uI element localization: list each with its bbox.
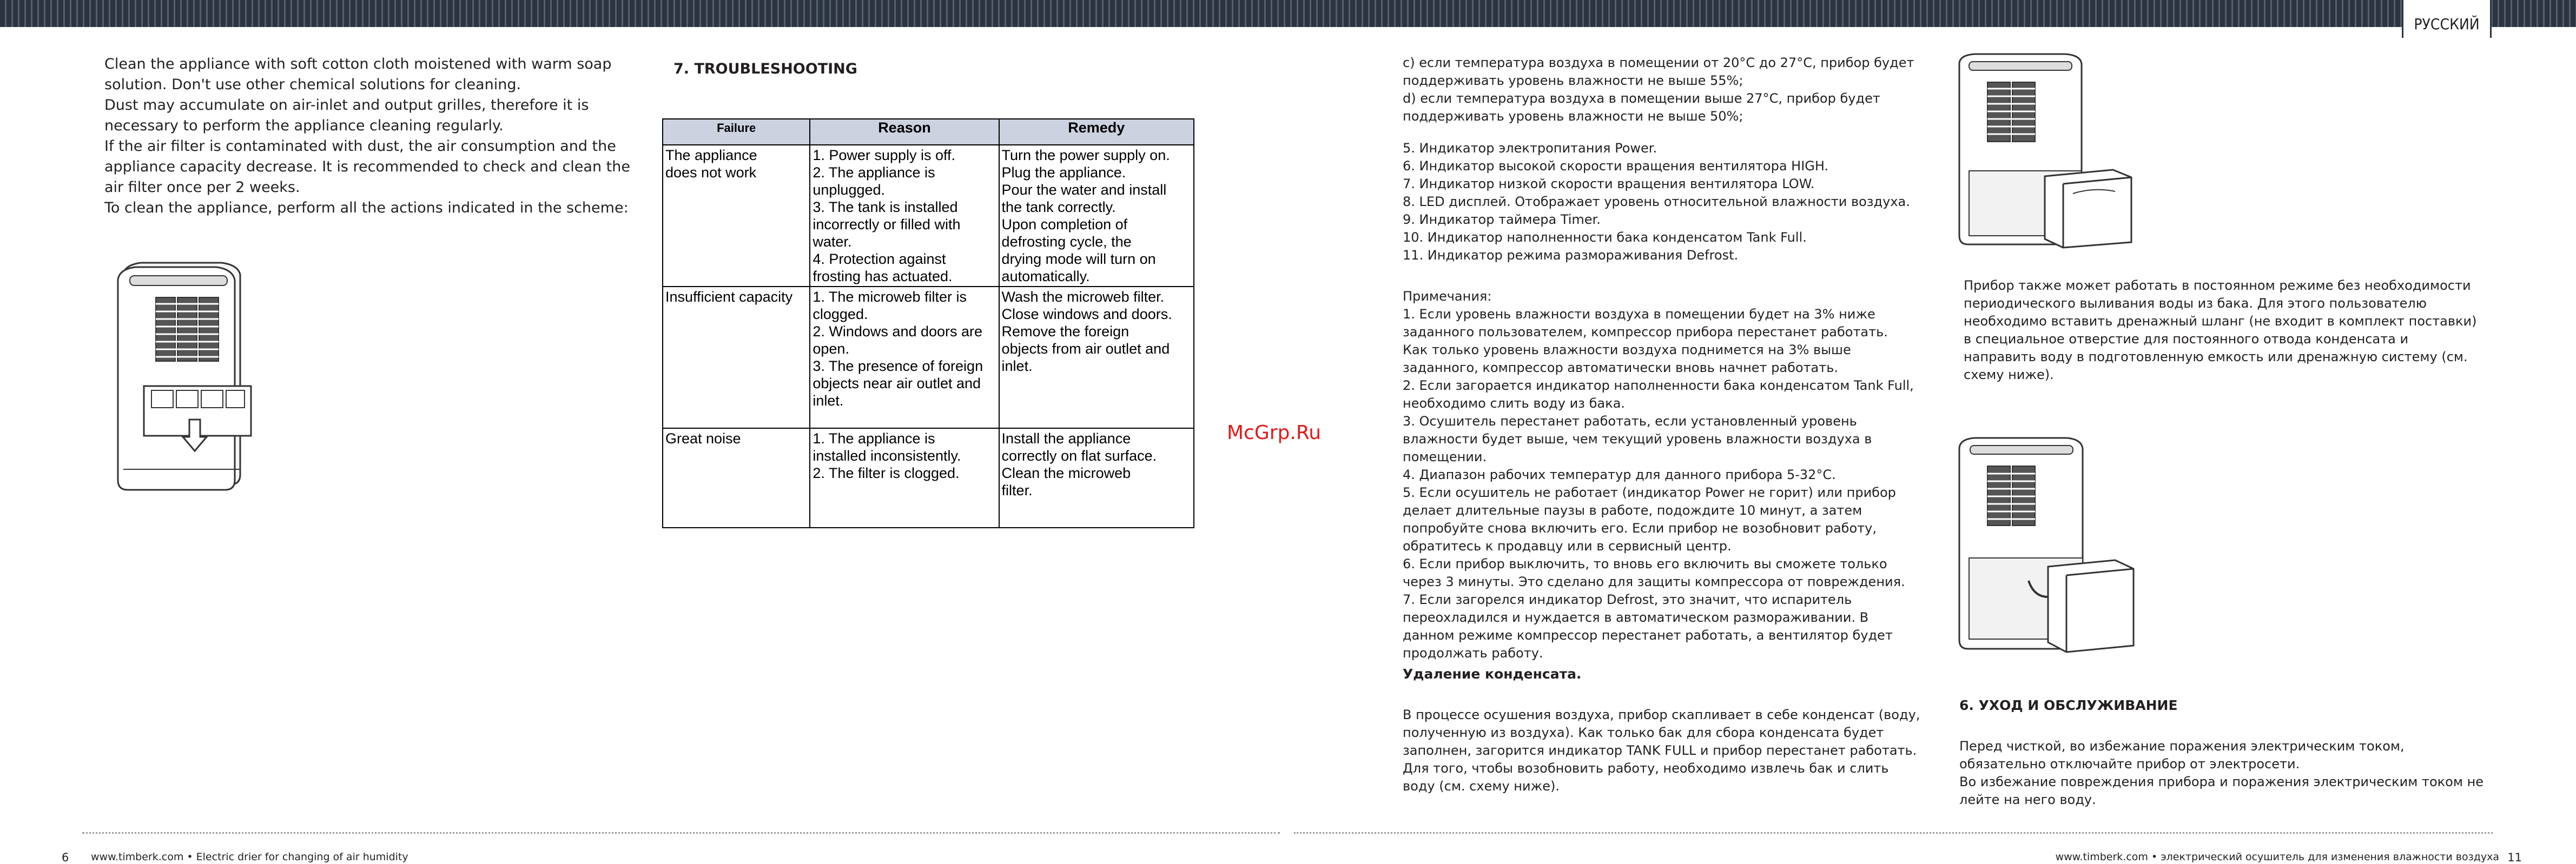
notes-title: Примечания: xyxy=(1403,289,1492,304)
condensate-title: Удаление конденсата. xyxy=(1403,666,1582,682)
header-stripe-bar xyxy=(0,0,2576,27)
cleaning-paragraph xyxy=(104,54,630,218)
page-number-left: 6 xyxy=(62,851,69,864)
cleaning-line: solution. Don't use other chemical solutions for cleaning. xyxy=(104,76,521,93)
cleaning-line: Dust may accumulate on air-inlet and output grilles, therefore it is xyxy=(104,97,589,114)
notes-section: Примечания: 1. Если уровень влажности воздуха в помещении будет на 3% ниже заданного пользователем, компрессор прибора перестанет работать. Как только уровень влажности воздуха поднимется на 3% выше заданного, компрессор автоматически вновь начнет работать. 2. Если загорается индикатор наполненности бака конденсатом Tank Full, необходимо слить воду из бака. 3. Осушитель перестанет работать, если установленный уровень влажности будет выше, чем текущий уровень влажности воздуха в помещении. 4. Диапазон рабочих температур для данного прибора 5-32°С. 5. Если осушитель не работает (индикатор Power не горит) или прибор делает длительные паузы в работе, подождите 10 минут, а затем попробуйте снова включить его. Если прибор не возобновит работу, обратитесь к продавцу или в сервисный центр. 6. Если прибор выключить, то вновь его включить вы сможете только через 3 минуты. Это сделано для защиты компрессора от повреждения. 7. Если загорелся индикатор Defrost, это значит, что испаритель переохладился и нуждается в автоматическом размораживании. В данном режиме компрессор перестанет работать, а вентилятор будет продолжать работу. xyxy=(1403,289,1914,661)
language-tab: РУССКИЙ xyxy=(2402,0,2492,38)
column-header-failure: Failure xyxy=(663,119,810,136)
remedy-cell: Install the appliance correctly on flat surface. Clean the microweb filter. xyxy=(999,428,1194,528)
remedy-cell: Turn the power supply on. Plug the appliance. Pour the water and install the tank correctly. Upon completion of defrosting cycle, the drying mode will turn on automatically. xyxy=(999,145,1194,287)
cleaning-line: If the air filter is contaminated with dust, the air consumption and the xyxy=(104,138,616,155)
drain-hose-illustration xyxy=(1953,435,2158,662)
maintenance-paragraph: Перед чисткой, во избежание поражения электрическим током, обязательно отключайте прибор от электросети. Во избежание повреждения прибора и поражения электрическим током не лейте на него воду. xyxy=(1959,739,2484,807)
table-row xyxy=(663,287,1194,428)
list-item: 8. LED дисплей. Отображает уровень относительной влажности воздуха. xyxy=(1403,194,1910,209)
troubleshooting-title: 7. TROUBLESHOOTING xyxy=(673,61,857,77)
page-number-right: 11 xyxy=(2507,851,2522,864)
indicators-list xyxy=(1403,139,1910,264)
maintenance-title: 6. УХОД И ОБСЛУЖИВАНИЕ xyxy=(1959,697,2178,713)
list-item: 5. Индикатор электропитания Power. xyxy=(1403,141,1657,156)
table-row xyxy=(663,428,1194,528)
table-header-band xyxy=(663,136,1194,145)
filter-cleaning-illustration xyxy=(108,258,265,496)
footer-divider-left xyxy=(82,832,1280,834)
remedy-cell: Wash the microweb filter. Close windows and doors. Remove the foreign objects from air outlet and inlet. xyxy=(999,287,1194,428)
column-header-reason: Reason xyxy=(810,119,999,136)
list-item: 6. Индикатор высокой скорости вращения вентилятора HIGH. xyxy=(1403,158,1829,174)
cleaning-line: air filter once per 2 weeks. xyxy=(104,179,300,196)
cleaning-line: Clean the appliance with soft cotton cloth moistened with warm soap xyxy=(104,56,612,72)
list-item: 11. Индикатор режима размораживания Defrost. xyxy=(1403,248,1739,263)
list-item: 9. Индикатор таймера Timer. xyxy=(1403,212,1601,227)
failure-cell: Insufficient capacity xyxy=(663,287,810,428)
continuous-mode-paragraph: Прибор также может работать в постоянном режиме без необходимости периодического выливания воды из бака. Для этого пользователю необходимо вставить дренажный шланг (не входит в комплект поставки) в специальное отверстие для постоянного отвода конденсата и направить воду в подготовленную емкость или дренажную систему (см. схему ниже). xyxy=(1964,278,2477,382)
list-item: 7. Индикатор низкой скорости вращения вентилятора LOW. xyxy=(1403,176,1815,191)
condensate-paragraph: В процессе осушения воздуха, прибор скапливает в себе конденсат (воду, полученную из воздуха). Как только бак для сбора конденсата будет заполнен, загорится индикатор TANK FULL и прибор перестанет работать. Для того, чтобы возобновить работу, необходимо извлечь бак и слить воду (см. схему ниже). xyxy=(1403,707,1920,794)
reason-cell: 1. Power supply is off. 2. The appliance is unplugged. 3. The tank is installed incorrectly or filled with water. 4. Protection against frosting has actuated. xyxy=(810,145,999,287)
footer-text-left: www.timberk.com • Electric drier for changing of air humidity xyxy=(91,851,408,863)
table-row xyxy=(663,145,1194,287)
cleaning-line: appliance capacity decrease. It is recommended to check and clean the xyxy=(104,158,630,175)
watermark-text: McGrp.Ru xyxy=(1227,422,1322,444)
humidity-conditions: c) если температура воздуха в помещении от 20°С до 27°С, прибор будет поддерживать уровень влажности не выше 55%; d) если температура воздуха в помещении выше 27°С, прибор будет поддерживать уровень влажности не выше 50%; xyxy=(1403,55,1914,124)
failure-cell: The appliance does not work xyxy=(663,145,810,287)
column-header-remedy: Remedy xyxy=(999,119,1194,136)
cleaning-line: To clean the appliance, perform all the actions indicated in the scheme: xyxy=(104,200,629,216)
table-header-row xyxy=(663,119,1194,136)
cleaning-line: necessary to perform the appliance cleaning regularly. xyxy=(104,117,504,134)
list-item: 10. Индикатор наполненности бака конденсатом Tank Full. xyxy=(1403,230,1807,245)
reason-cell: 1. The microweb filter is clogged. 2. Windows and doors are open. 3. The presence of foreign objects near air outlet and inlet. xyxy=(810,287,999,428)
footer-divider-right xyxy=(1294,832,2493,834)
footer-text-right: www.timberk.com • электрический осушитель для изменения влажности воздуха xyxy=(2055,851,2499,863)
reason-cell: 1. The appliance is installed inconsistently. 2. The filter is clogged. xyxy=(810,428,999,528)
troubleshooting-table xyxy=(662,118,1194,528)
tank-removal-illustration xyxy=(1953,52,2164,263)
failure-cell: Great noise xyxy=(663,428,810,528)
